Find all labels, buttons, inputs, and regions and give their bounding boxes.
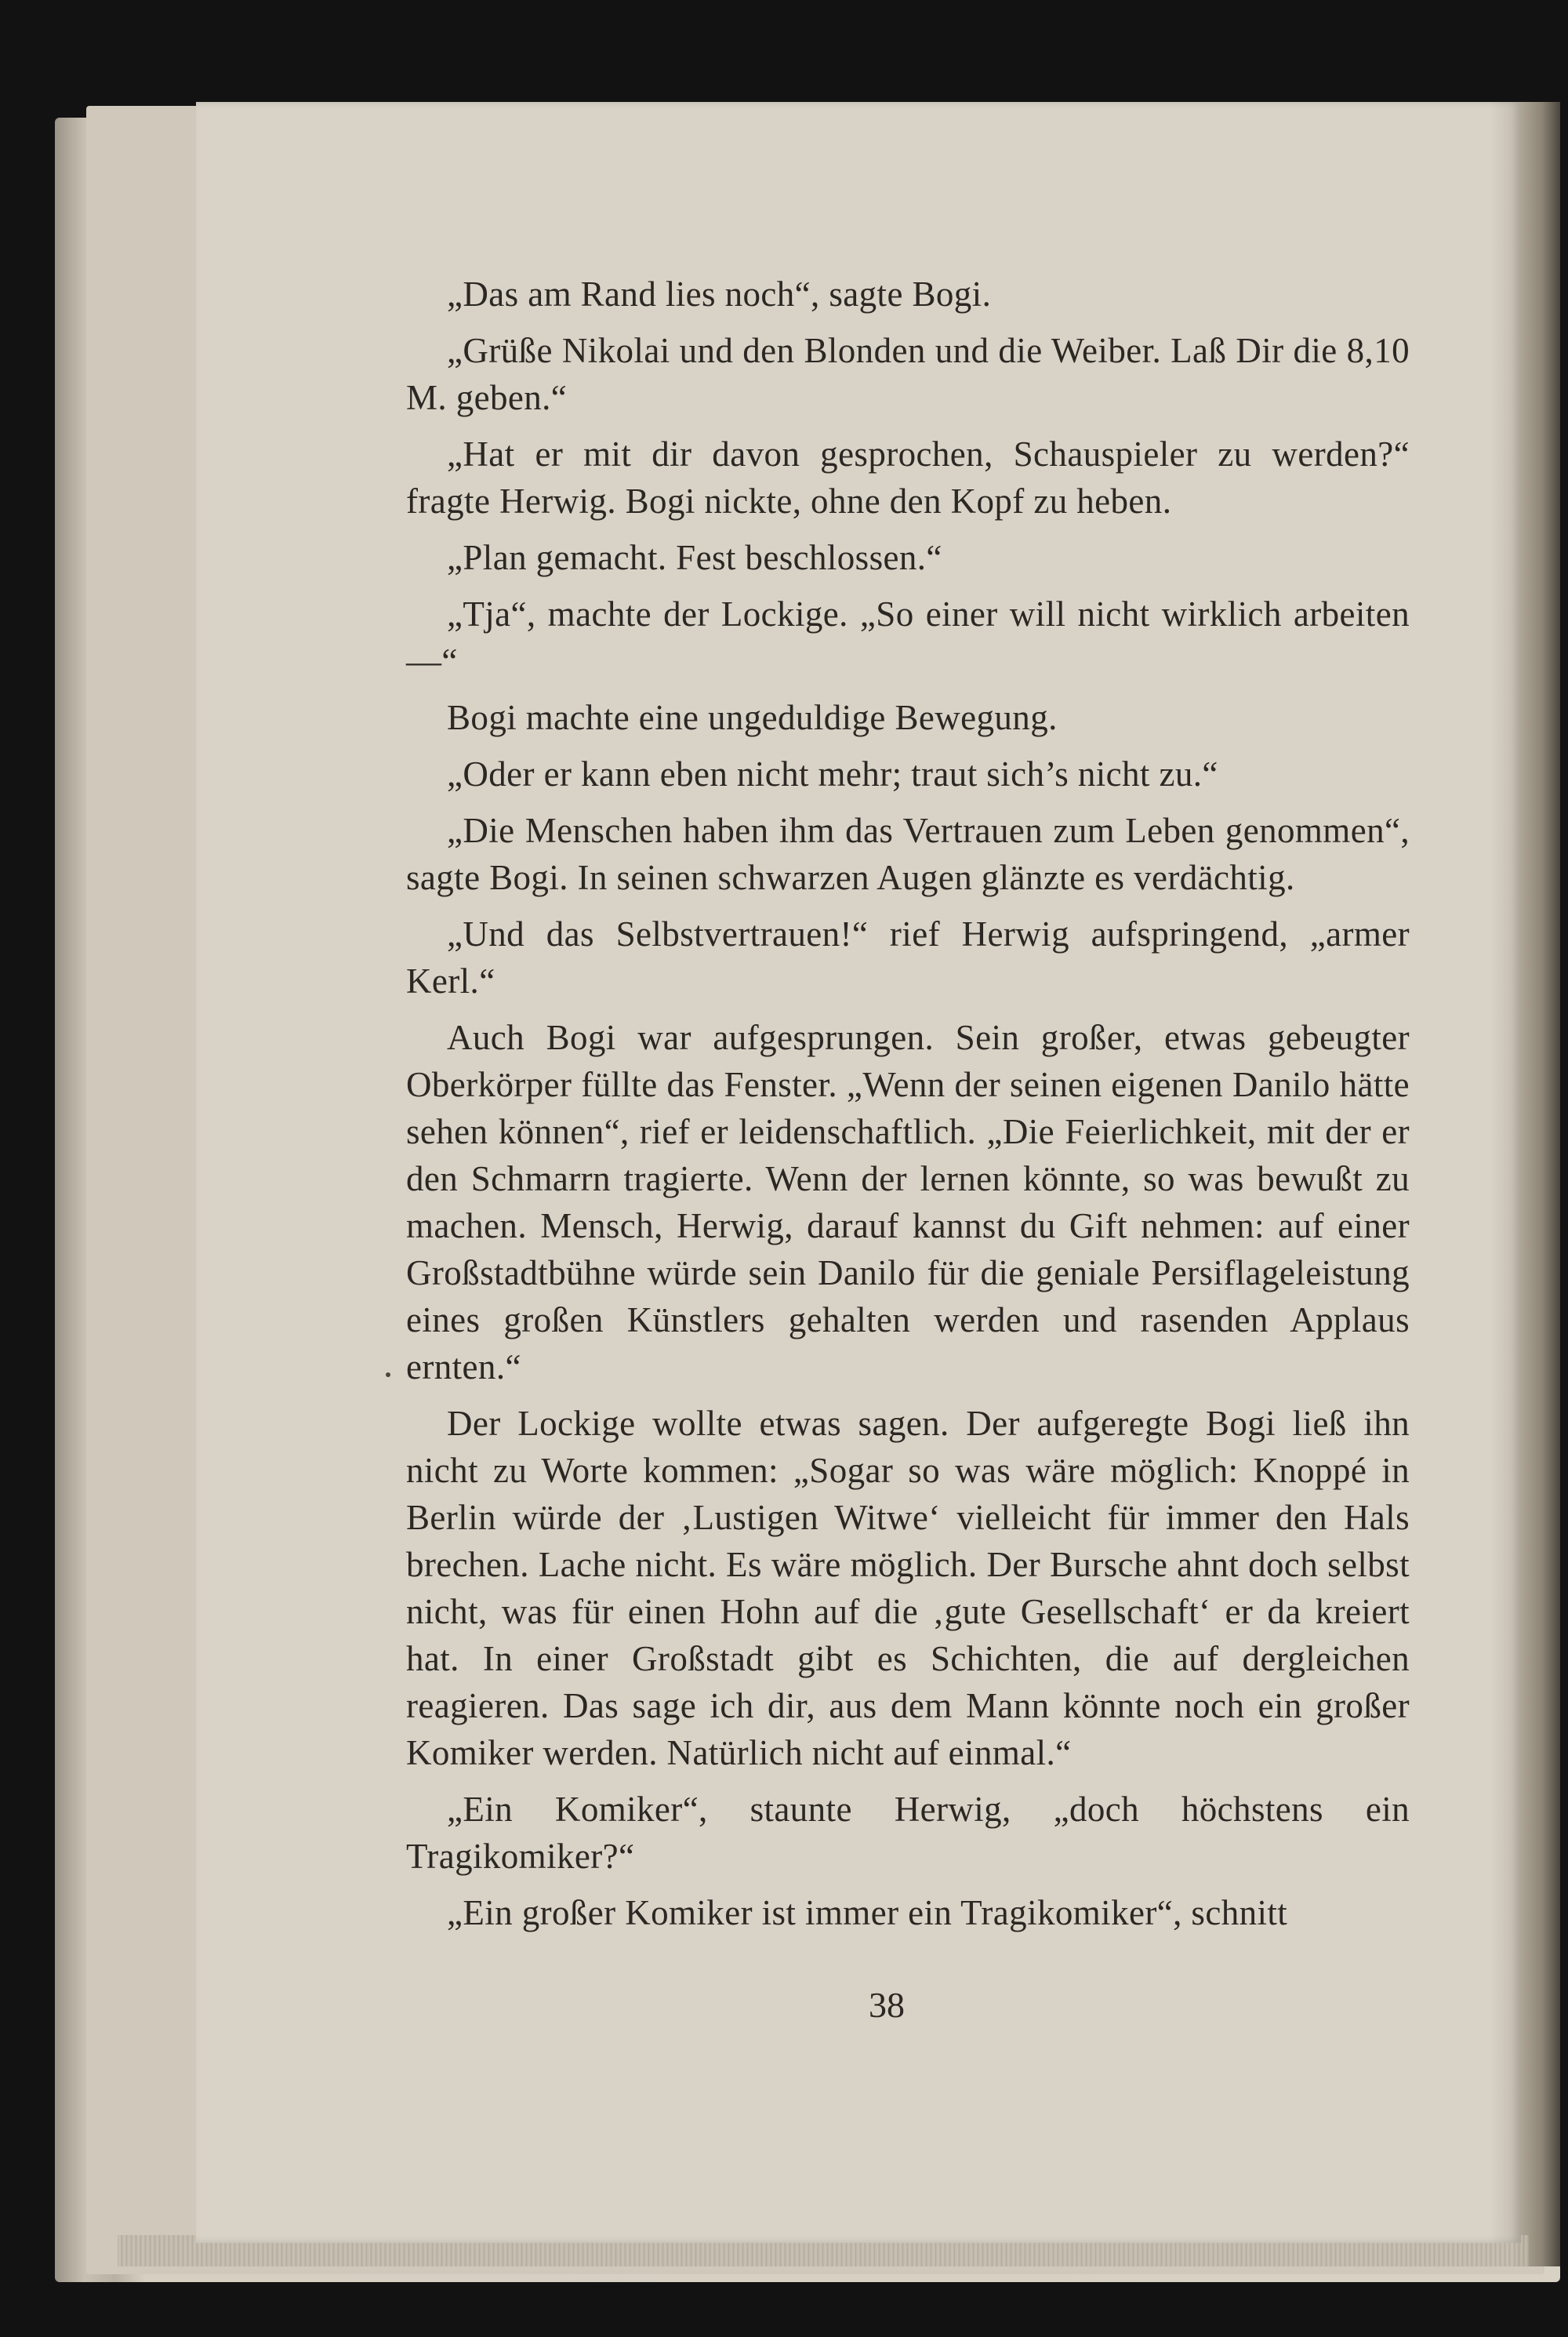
paragraph: „Das am Rand lies noch“, sagte Bogi. bbox=[447, 274, 992, 314]
paragraph: „Die Menschen haben ihm das Vertrauen zum Leben genommen“, sagte Bogi. In seinen schwarzen Augen glänzte es verdächtig. bbox=[406, 811, 1410, 897]
book-spine-shadow bbox=[1515, 102, 1560, 2266]
paragraph: Auch Bogi war aufgesprungen. Sein großer, etwas gebeugter Oberkörper füllte das Fenster. „Wenn der seinen eigenen Danilo hätte sehen können“, rief er leidenschaftlich. „Die Feierlichkeit, mit der er den Schmarrn tragierte. Wenn der lernen könnte, so was bewußt zu machen. Mensch, Herwig, darauf kannst du Gift nehmen: auf einer Großstadtbühne würde sein Danilo für die geniale Persiflageleistung eines großen Künstlers gehalten werden und rasenden Applaus ernten.“ bbox=[406, 1018, 1410, 1387]
body-text bbox=[406, 271, 1410, 1946]
paragraph: „Oder er kann eben nicht mehr; traut sich’s nicht zu.“ bbox=[447, 754, 1218, 794]
paragraph: „Ein Komiker“, staunte Herwig, „doch höchstens ein Tragikomiker?“ bbox=[406, 1790, 1410, 1876]
paragraph: „Ein großer Komiker ist immer ein Tragikomiker“, schnitt bbox=[447, 1893, 1288, 1932]
paragraph: „Grüße Nikolai und den Blonden und die Weiber. Laß Dir die 8,10 M. geben.“ bbox=[406, 331, 1410, 417]
page-number: 38 bbox=[869, 1985, 905, 2025]
paragraph: „Hat er mit dir davon gesprochen, Schauspieler zu werden?“ fragte Herwig. Bogi nickte, ohne den Kopf zu heben. bbox=[406, 434, 1410, 521]
paragraph: Der Lockige wollte etwas sagen. Der aufgeregte Bogi ließ ihn nicht zu Worte kommen: „Sogar so was wäre möglich: Knoppé in Berlin würde der ‚Lustigen Witwe‘ vielleicht für immer den Hals brechen. Lache nicht. Es wäre möglich. Der Bursche ahnt doch selbst nicht, was für einen Hohn auf die ‚gute Gesellschaft‘ er da kreiert hat. In einer Großstadt gibt es Schichten, die auf dergleichen reagieren. Das sage ich dir, aus dem Mann könnte noch ein großer Komiker werden. Natürlich nicht auf einmal.“ bbox=[406, 1404, 1410, 1772]
margin-mark bbox=[386, 1372, 390, 1377]
paragraph: „Und das Selbstvertrauen!“ rief Herwig aufspringend, „armer Kerl.“ bbox=[406, 914, 1410, 1001]
paragraph: „Plan gemacht. Fest beschlossen.“ bbox=[447, 538, 942, 577]
paragraph: Bogi machte eine ungeduldige Bewegung. bbox=[447, 698, 1058, 737]
paragraph: „Tja“, machte der Lockige. „So einer will nicht wirklich arbeiten —“ bbox=[406, 594, 1410, 681]
